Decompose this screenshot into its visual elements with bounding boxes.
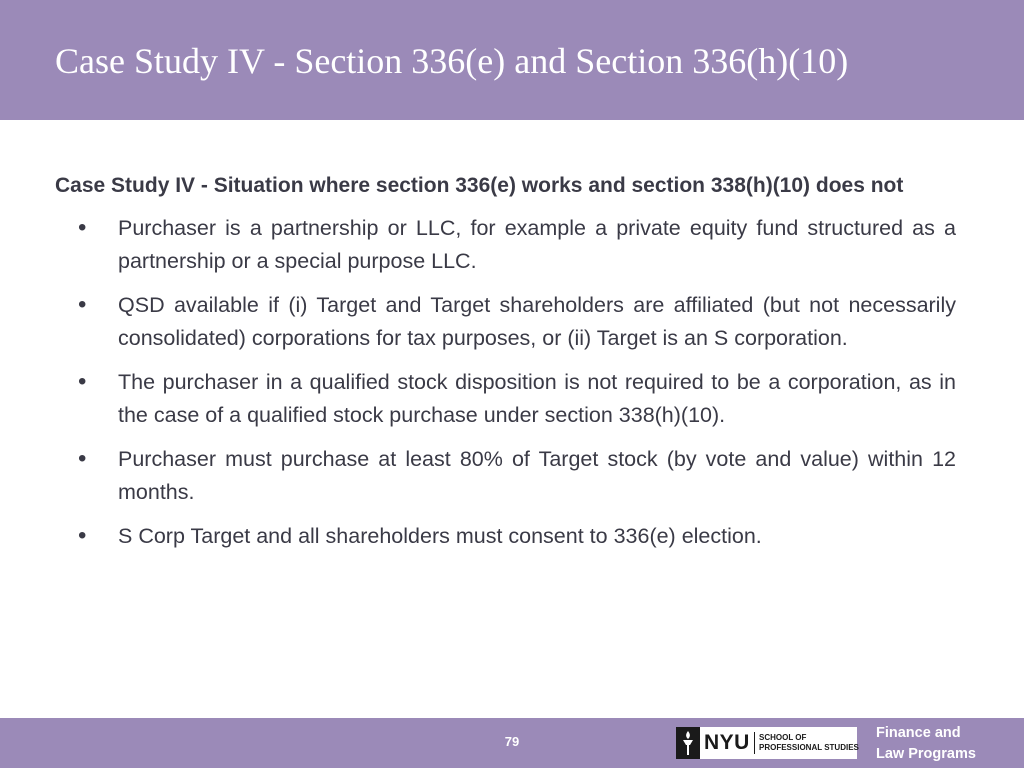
bullet-item xyxy=(55,212,956,277)
logo-divider xyxy=(754,732,755,754)
bullet-dot-icon: • xyxy=(78,291,87,318)
program-name-line-2: Law Programs xyxy=(876,746,976,762)
bullet-dot-icon: • xyxy=(78,522,87,549)
bullet-dot-icon: • xyxy=(78,445,87,472)
slide-title: Case Study IV - Section 336(e) and Section 336(h)(10) xyxy=(55,41,849,81)
bullet-dot-icon: • xyxy=(78,214,87,241)
nyu-logo xyxy=(676,727,857,759)
slide-footer xyxy=(0,718,1024,768)
school-name-line-1: SCHOOL OF xyxy=(759,733,807,742)
bullet-list xyxy=(55,212,956,553)
bullet-item xyxy=(55,520,956,553)
slide-content xyxy=(55,170,956,565)
program-name-line-1: Finance and xyxy=(876,725,961,741)
bullet-item xyxy=(55,366,956,431)
school-name-line-2: PROFESSIONAL STUDIES xyxy=(759,743,859,752)
school-name xyxy=(759,733,859,753)
bullet-item xyxy=(55,443,956,508)
content-heading: Case Study IV - Situation where section 336(e) works and section 338(h)(10) does not xyxy=(55,174,904,197)
page-number: 79 xyxy=(504,734,520,749)
slide-header xyxy=(0,0,1024,120)
nyu-wordmark: NYU xyxy=(704,731,750,754)
nyu-torch-icon xyxy=(676,727,700,759)
bullet-text: S Corp Target and all shareholders must consent to 336(e) election. xyxy=(118,524,762,548)
bullet-text: The purchaser in a qualified stock disposition is not required to be a corporation, as in the case of a qualified stock purchase under section 338(h)(10). xyxy=(118,370,956,427)
bullet-text: QSD available if (i) Target and Target shareholders are affiliated (but not necessarily consolidated) corporations for tax purposes, or (ii) Target is an S corporation. xyxy=(118,293,956,350)
bullet-text: Purchaser must purchase at least 80% of Target stock (by vote and value) within 12 months. xyxy=(118,447,956,504)
bullet-item xyxy=(55,289,956,354)
bullet-text: Purchaser is a partnership or LLC, for example a private equity fund structured as a partnership or a special purpose LLC. xyxy=(118,216,956,273)
program-name xyxy=(876,723,976,765)
bullet-dot-icon: • xyxy=(78,368,87,395)
